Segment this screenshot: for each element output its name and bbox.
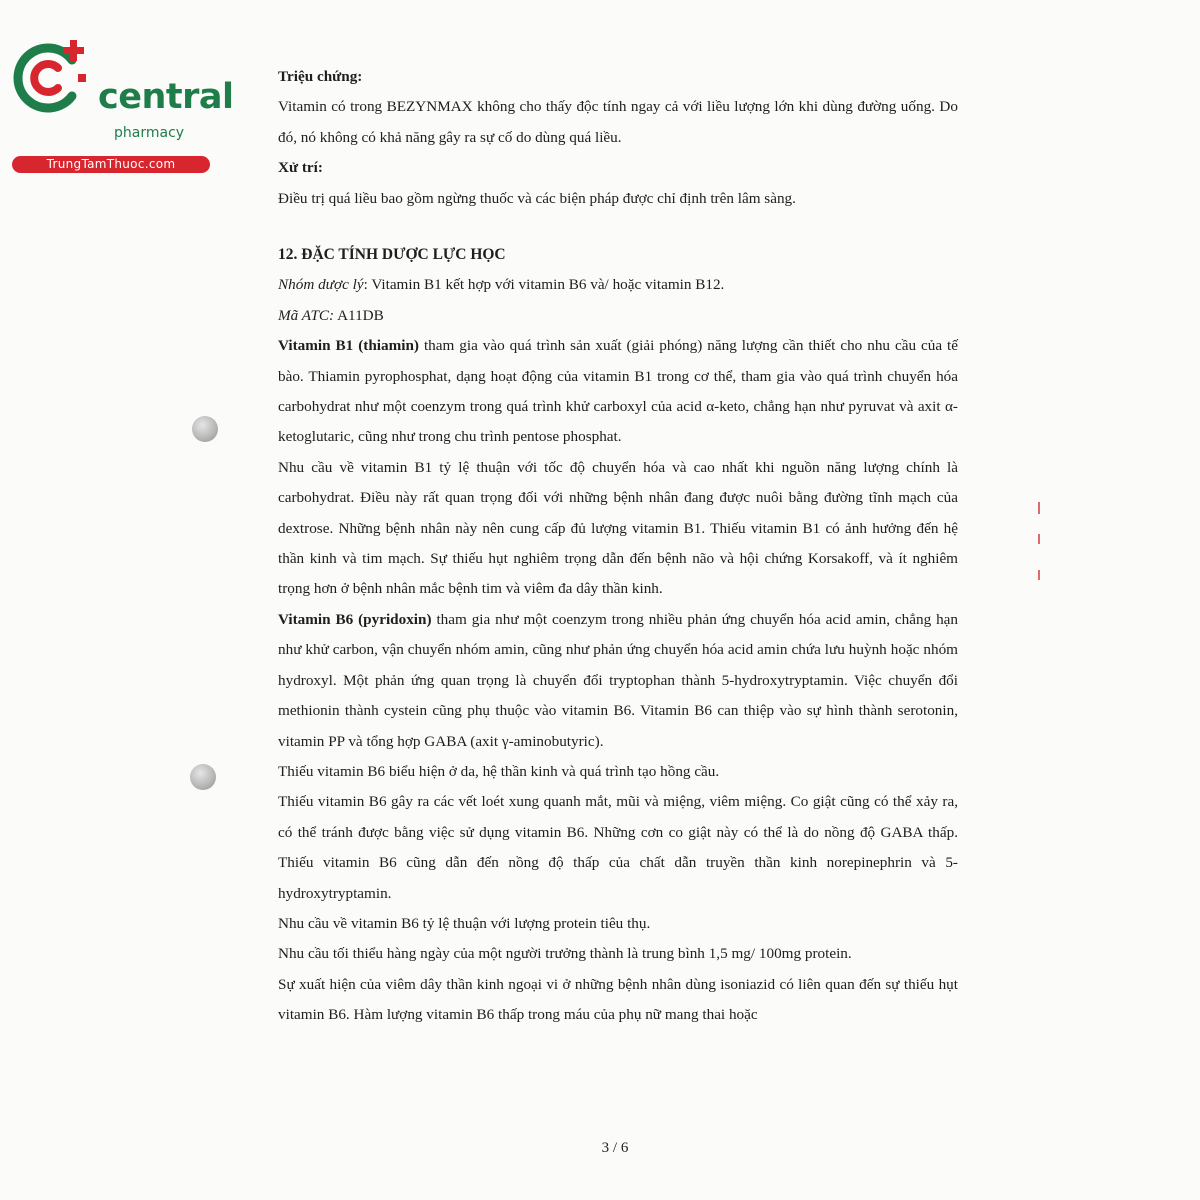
logo-name: central: [98, 77, 234, 117]
treatment-text: Điều trị quá liều bao gồm ngừng thuốc và các biện pháp được chỉ định trên lâm sàng.: [278, 189, 796, 207]
pharmacodynamics-section: [278, 240, 958, 1031]
b1-title: Vitamin B1 (thiamin): [278, 337, 419, 355]
punch-hole-bottom: [190, 764, 216, 790]
punch-hole-top: [192, 416, 218, 442]
scan-mark: [1038, 570, 1040, 580]
logo-subtitle: pharmacy: [114, 125, 185, 141]
b6-text: tham gia như một coenzym trong nhiều phản ứng chuyển hóa acid amin, chẳng hạn như khử carbon, vận chuyển nhóm amin, cũng như phản ứng chuyển hóa acid amin chứa lưu huỳnh hoặc nhóm hydroxyl. Một phản ứng quan trọng là chuyển đổi tryptophan thành 5-hydroxytryptamin. Việc chuyển đổi methionin thành cystein cũng phụ thuộc vào vitamin B6. Vitamin B6 can thiệp vào sự hình thành serotonin, vitamin PP và tổng hợp GABA (axit γ-aminobutyric).: [278, 610, 959, 750]
logo-mark-icon: [10, 38, 96, 118]
atc-value: A11DB: [334, 306, 384, 324]
b6-title: Vitamin B6 (pyridoxin): [278, 610, 432, 628]
b6-need-3: Sự xuất hiện của viêm dây thần kinh ngoại vi ở những bệnh nhân dùng isoniazid có liên quan đến sự thiếu hụt vitamin B6. Hàm lượng vitamin B6 thấp trong máu của phụ nữ mang thai hoặc: [278, 975, 958, 1024]
treatment-heading: Xử trí:: [278, 159, 323, 177]
b6-deficiency-2: Thiếu vitamin B6 gây ra các vết loét xung quanh mắt, mũi và miệng, viêm miệng. Co giật cũng có thể xảy ra, có thể tránh được bằng việc sử dụng vitamin B6. Những cơn co giật này có thể là do nồng độ GABA thấp. Thiếu vitamin B6 cũng dẫn đến nồng độ thấp của chất dẫn truyền thần kinh norepinephrin và 5-hydroxytryptamin.: [278, 793, 958, 902]
symptoms-heading: Triệu chứng:: [278, 68, 363, 85]
b6-deficiency-1: Thiếu vitamin B6 biểu hiện ở da, hệ thần kinh và quá trình tạo hồng cầu.: [278, 762, 720, 780]
atc-code: [278, 301, 958, 331]
group-label: Nhóm dược lý: [278, 276, 364, 294]
scan-mark: [1038, 534, 1040, 544]
b6-need-1: Nhu cầu về vitamin B6 tỷ lệ thuận với lượng protein tiêu thụ.: [278, 914, 651, 932]
b6-paragraph: [278, 605, 958, 757]
central-pharmacy-logo[interactable]: [10, 38, 234, 171]
scan-mark: [1038, 502, 1040, 514]
atc-label: Mã ATC:: [278, 306, 335, 324]
page-number: 3 / 6: [601, 1140, 629, 1156]
b6-need-2: Nhu cầu tối thiểu hàng ngày của một người trưởng thành là trung bình 1,5 mg/ 100mg protein.: [278, 945, 852, 963]
symptoms-text: Vitamin có trong BEZYNMAX không cho thấy độc tính ngay cả với liều lượng lớn khi dùng đường uống. Do đó, nó không có khả năng gây ra sự cố do dùng quá liều.: [278, 98, 958, 146]
b1-text: tham gia vào quá trình sản xuất (giải phóng) năng lượng cần thiết cho nhu cầu của tế bào. Thiamin pyrophosphat, dạng hoạt động của vitamin B1 trong cơ thể, tham gia vào quá trình chuyển hóa carbohydrat như một coenzym trong quá trình khử carboxyl của acid α-keto, chẳng hạn như pyruvat và axit α-ketoglutaric, cũng như trong chu trình pentose phosphat.: [278, 337, 958, 446]
logo-site-banner: TrungTamThuoc.com: [12, 156, 210, 173]
b1-paragraph: [278, 331, 958, 453]
overdose-section: [278, 62, 958, 214]
section-heading: 12. ĐẶC TÍNH DƯỢC LỰC HỌC: [278, 246, 506, 263]
pharmacologic-group: [278, 270, 958, 300]
b1-need-paragraph: Nhu cầu về vitamin B1 tỷ lệ thuận với tốc độ chuyển hóa và cao nhất khi nguồn năng lượng chính là carbohydrat. Điều này rất quan trọng đối với những bệnh nhân đang được nuôi bằng đường tĩnh mạch của dextrose. Những bệnh nhân này nên cung cấp đủ lượng vitamin B1. Thiếu vitamin B1 có ảnh hưởng đến hệ thần kinh và tim mạch. Sự thiếu hụt nghiêm trọng dẫn đến bệnh não và hội chứng Korsakoff, và ít nghiêm trọng hơn ở bệnh nhân mắc bệnh tim và viêm đa dây thần kinh.: [278, 458, 958, 598]
group-value: : Vitamin B1 kết hợp với vitamin B6 và/ hoặc vitamin B12.: [363, 276, 725, 294]
